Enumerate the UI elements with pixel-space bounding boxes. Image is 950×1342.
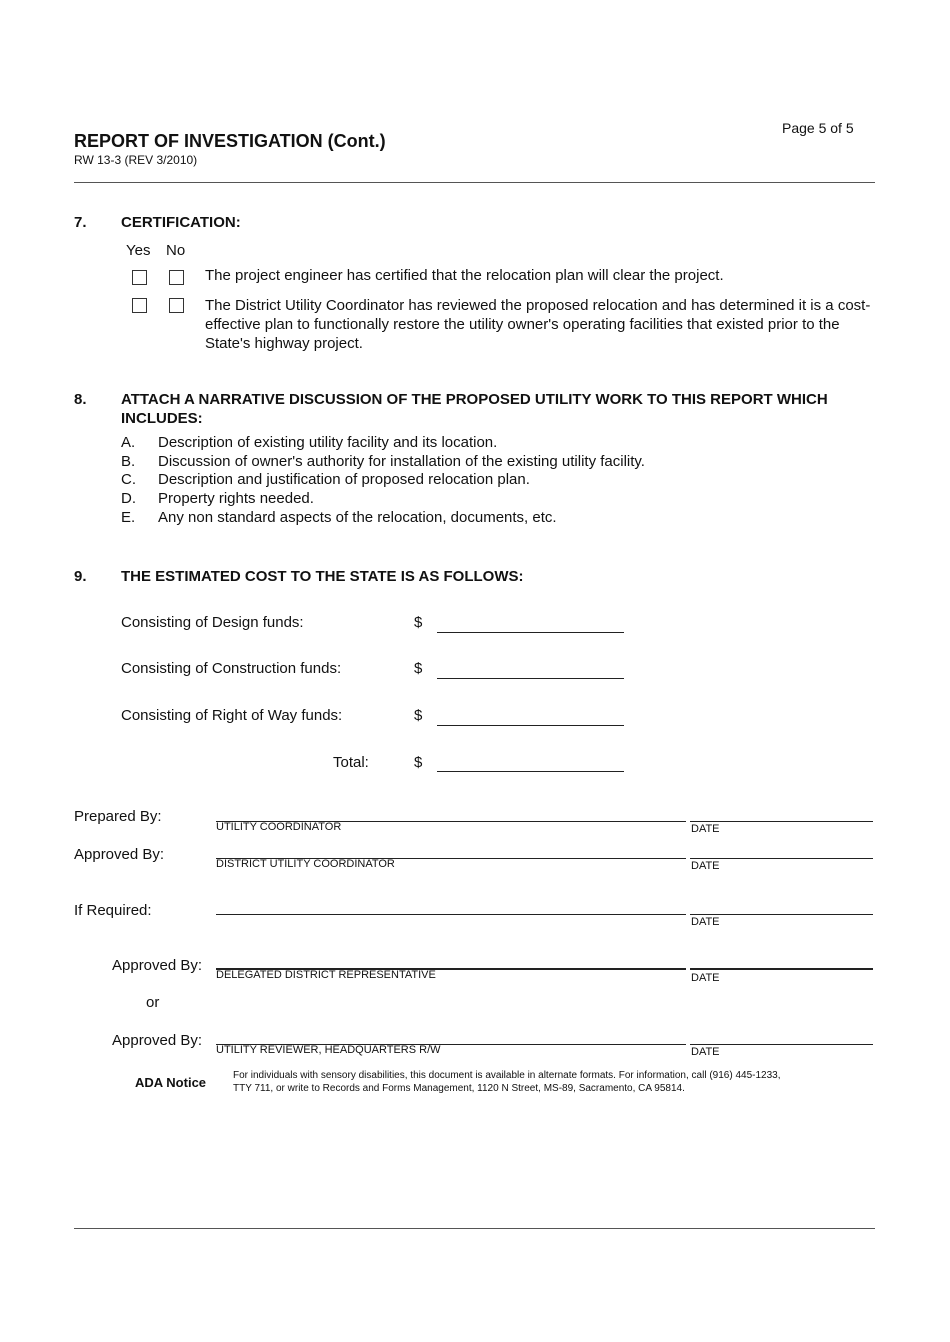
item-e-letter: E. <box>121 509 136 526</box>
cert1-no-checkbox[interactable] <box>169 270 184 285</box>
item-d-letter: D. <box>121 490 136 507</box>
section8-number: 8. <box>74 391 87 408</box>
prepared-by-label: Prepared By: <box>74 808 162 825</box>
no-column-label: No <box>166 242 186 259</box>
design-funds-label: Consisting of Design funds: <box>121 614 304 631</box>
header-divider <box>74 182 875 183</box>
item-d-text: Property rights needed. <box>158 490 314 507</box>
design-funds-currency: $ <box>414 614 423 631</box>
cert2-text: The District Utility Coordinator has reviewed the proposed relocation and has determined it is a cost-effective plan to functionally restore the utility owner's operating facilities that existed prior to the State's highway project. <box>205 297 871 352</box>
district-utility-coordinator-caption: DISTRICT UTILITY COORDINATOR <box>216 858 395 870</box>
section9-number: 9. <box>74 568 87 585</box>
cert2-yes-checkbox[interactable] <box>132 298 147 313</box>
reviewer-date-caption: DATE <box>691 1046 720 1058</box>
page-title: REPORT OF INVESTIGATION (Cont.) <box>74 131 386 151</box>
if-required-date-line[interactable] <box>690 914 873 915</box>
item-a-letter: A. <box>121 434 136 451</box>
item-c-letter: C. <box>121 471 136 488</box>
row-funds-field[interactable] <box>437 725 624 726</box>
item-b-letter: B. <box>121 453 136 470</box>
cert2-no-checkbox[interactable] <box>169 298 184 313</box>
ada-notice-label: ADA Notice <box>135 1075 207 1090</box>
section7-number: 7. <box>74 214 87 231</box>
construction-funds-currency: $ <box>414 660 423 677</box>
row-funds-label: Consisting of Right of Way funds: <box>121 707 343 724</box>
cert1-text: The project engineer has certified that the relocation plan will clear the project. <box>205 267 724 284</box>
approved-by-reviewer-label: Approved By: <box>112 1032 203 1049</box>
item-a-text: Description of existing utility facility and its location. <box>158 434 498 451</box>
ada-notice-line2: TTY 711, or write to Records and Forms Management, 1120 N Street, MS-89, Sacramento, CA 95814. <box>233 1083 685 1094</box>
section8-title: ATTACH A NARRATIVE DISCUSSION OF THE PROPOSED UTILITY WORK TO THIS REPORT WHICH INCLUDES: <box>121 391 828 427</box>
total-label: Total: <box>333 754 369 771</box>
total-currency: $ <box>414 754 423 771</box>
approved-by-date-line[interactable] <box>690 858 873 859</box>
construction-funds-field[interactable] <box>437 678 624 679</box>
utility-reviewer-caption: UTILITY REVIEWER, HEADQUARTERS R/W <box>216 1044 441 1056</box>
construction-funds-label: Consisting of Construction funds: <box>121 660 342 677</box>
or-label: or <box>146 994 160 1011</box>
yes-column-label: Yes <box>126 242 151 259</box>
reviewer-date-line[interactable] <box>690 1044 873 1045</box>
utility-coordinator-caption: UTILITY COORDINATOR <box>216 821 342 833</box>
section7-title: CERTIFICATION: <box>121 214 241 231</box>
item-c-text: Description and justification of proposed relocation plan. <box>158 471 530 488</box>
if-required-date-caption: DATE <box>691 916 720 928</box>
item-b-text: Discussion of owner's authority for installation of the existing utility facility. <box>158 453 645 470</box>
delegated-date-line[interactable] <box>690 968 873 970</box>
approved-by-delegated-label: Approved By: <box>112 957 203 974</box>
cert1-yes-checkbox[interactable] <box>132 270 147 285</box>
page-number: Page 5 of 5 <box>782 120 854 136</box>
ada-notice-line1: For individuals with sensory disabilities, this document is available in alternate formats. For information, call (916) 445-1233, <box>233 1070 781 1081</box>
row-funds-currency: $ <box>414 707 423 724</box>
footer-divider <box>74 1228 875 1229</box>
section9-title: THE ESTIMATED COST TO THE STATE IS AS FOLLOWS: <box>121 568 524 585</box>
prepared-by-date-line[interactable] <box>690 821 873 822</box>
item-e-text: Any non standard aspects of the relocation, documents, etc. <box>158 509 557 526</box>
total-field[interactable] <box>437 771 624 772</box>
prepared-by-date-caption: DATE <box>691 823 720 835</box>
delegated-rep-caption: DELEGATED DISTRICT REPRESENTATIVE <box>216 969 436 981</box>
approved-by-date-caption: DATE <box>691 860 720 872</box>
approved-by-label: Approved By: <box>74 846 165 863</box>
delegated-date-caption: DATE <box>691 972 720 984</box>
form-id: RW 13-3 (REV 3/2010) <box>74 153 198 167</box>
if-required-label: If Required: <box>74 902 152 919</box>
if-required-signature-line[interactable] <box>216 914 686 915</box>
design-funds-field[interactable] <box>437 632 624 633</box>
